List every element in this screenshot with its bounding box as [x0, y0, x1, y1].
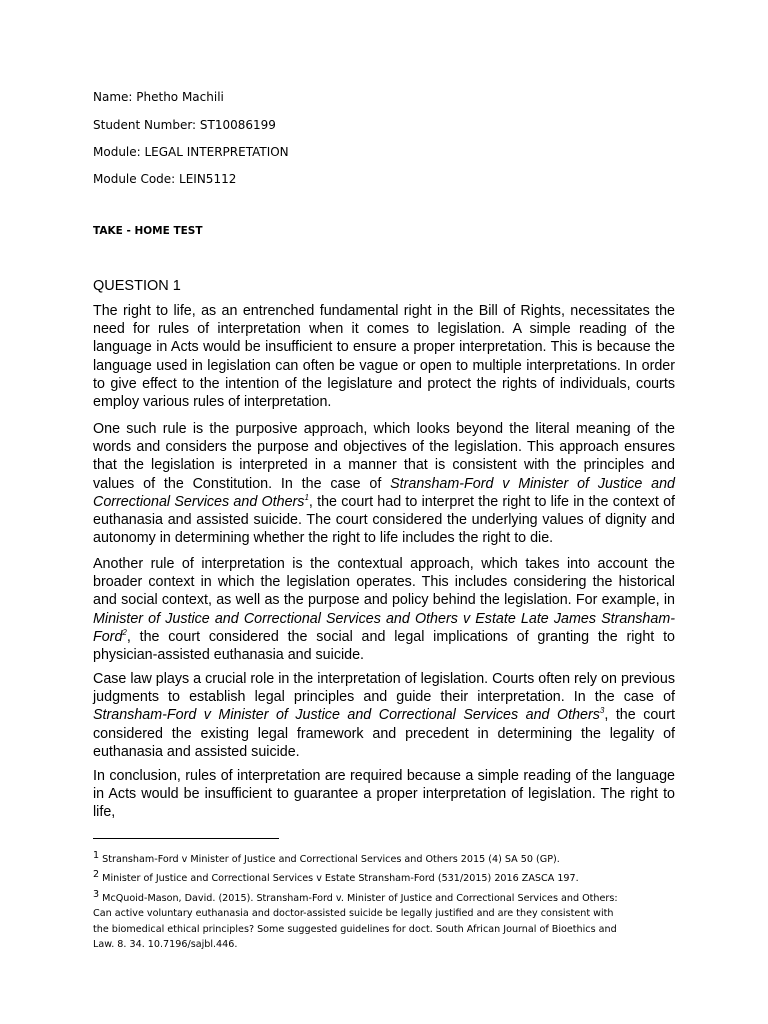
footnote-2: [93, 867, 683, 886]
footnote-ref-3: 3: [599, 706, 605, 716]
module-name: Module: LEGAL INTERPRETATION: [93, 145, 289, 159]
case-citation-1: Stransham-Ford v Minister of Justice and Correctional Services and Others: [93, 475, 676, 510]
footnote-number: 3: [93, 888, 100, 900]
module-code: Module Code: LEIN5112: [93, 172, 237, 186]
student-number: Student Number: ST10086199: [93, 118, 276, 132]
case-citation-3: Stransham-Ford v Minister of Justice and Correctional Services and Others: [93, 707, 600, 724]
footnote-1: [93, 848, 683, 867]
footnote-3-line-3: the biomedical ethical principles? Some suggested guidelines for doct. South African Journal of Bioethics and: [93, 923, 617, 935]
footnote-3-line-2: Can active voluntary euthanasia and doctor-assisted suicide be legally justified and are they consistent with: [93, 908, 614, 920]
footnotes: [93, 848, 683, 952]
paragraph-5-text: In conclusion, rules of interpretation are required because a simple reading of the language in Acts would be insufficient to guarantee a proper interpretation of legislation. The right to life,: [93, 768, 675, 821]
paragraph-4: [93, 670, 675, 761]
student-name: Name: Phetho Machili: [93, 90, 224, 104]
paragraph-3-text-b: , the court considered the social and legal implications of granting the right to physician-assisted euthanasia and suicide.: [93, 628, 675, 664]
paragraph-4-text-b: , the court considered the existing legal framework and precedent in determining the legality of euthanasia and assisted suicide.: [93, 707, 675, 760]
case-citation-2: Minister of Justice and Correctional Services and Others v Estate Late James Stransham-Ford: [93, 610, 675, 645]
footnote-text: McQuoid-Mason, David. (2015). Stransham-Ford v. Minister of Justice and Correctional Services and Others:: [102, 893, 618, 905]
footnote-number: 1: [93, 850, 100, 861]
paragraph-1-text: The right to life, as an entrenched fundamental right in the Bill of Rights, necessitates the need for rules of interpretation when it comes to legislation. A simple reading of the language in Acts would be insufficient to ensure a proper interpretation. This is because the language used in legislation can often be vague or open to multiple interpretations. In order to give effect to the intention of the legislature and protect the rights of individuals, courts employ various rules of interpretation.: [93, 303, 675, 411]
paragraph-2-text-b: , the court had to interpret the right to life in the context of euthanasia and assisted suicide. The court considered the underlying values of dignity and autonomy in determining whether the right to life includes the right to die.: [93, 493, 675, 547]
paragraph-2-text-a: One such rule is the purposive approach, which looks beyond the literal meaning of the words and considers the purpose and objectives of the legislation. This approach ensures that the legislation is interpreted in a manner that is consistent with the principles and values of the Constitution. In the case of: [93, 421, 675, 492]
paragraph-2: [93, 420, 675, 547]
paragraph-3: [93, 555, 675, 664]
paragraph-4-text-a: Case law plays a crucial role in the interpretation of legislation. Courts often rely on previous judgments to establish legal principles and guide their interpretation. In the case of: [93, 671, 675, 706]
footnote-text: Minister of Justice and Correctional Services v Estate Stransham-Ford (531/2015) 2016 ZASCA 197.: [102, 873, 579, 885]
footnote-text: Stransham-Ford v Minister of Justice and Correctional Services and Others 2015 (4) SA 50 (GP).: [102, 854, 560, 866]
paragraph-5: [93, 767, 675, 822]
footnote-3: [93, 887, 683, 906]
test-title: TAKE - HOME TEST: [93, 225, 203, 237]
footnote-3-line-4: Law. 8. 34. 10.7196/sajbl.446.: [93, 939, 238, 951]
question-heading: QUESTION 1: [93, 278, 181, 294]
paragraph-1: [93, 302, 675, 411]
footnote-number: 2: [93, 869, 100, 881]
paragraph-3-text-a: Another rule of interpretation is the contextual approach, which takes into account the broader context in which the legislation operates. This includes considering the historical and social context, as well as the purpose and policy behind the legislation. For example, in: [93, 556, 675, 609]
footnote-separator: [93, 838, 279, 839]
footnote-ref-1: 1: [304, 493, 309, 503]
footnote-ref-2: 2: [122, 628, 127, 638]
